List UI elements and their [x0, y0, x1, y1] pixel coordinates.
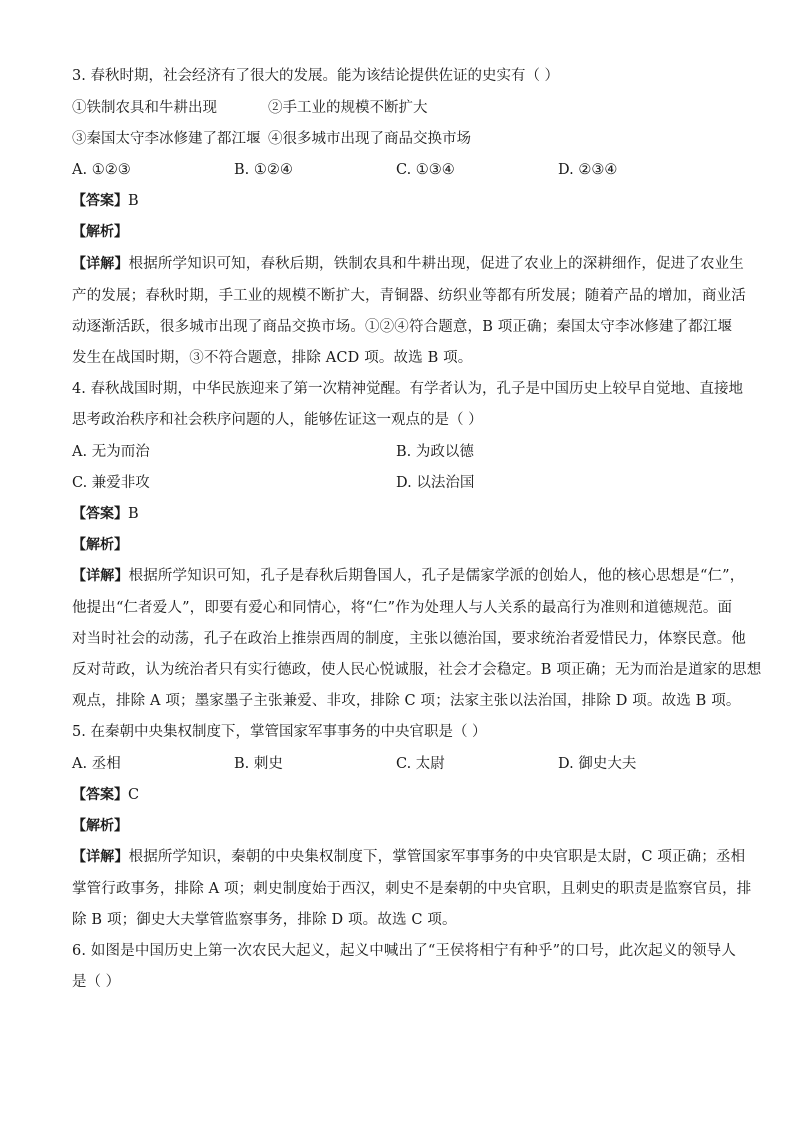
q4-detail-line-3: 对当时社会的动荡，孔子在政治上推崇西周的制度，主张以德治国，要求统治者爱惜民力，体察民意。他	[72, 631, 746, 647]
q5-detail-line-1: 【详解】根据所学知识，秦朝的中央集权制度下，掌管国家军事事务的中央官职是太尉，C 项正确；丞相	[72, 849, 746, 865]
q4-stem-line-1: 4. 春秋战国时期，中华民族迎来了第一次精神觉醒。有学者认为，孔子是中国历史上较早自觉地、直接地	[72, 381, 743, 397]
q3-option-a: A. ①②③	[72, 162, 131, 178]
q5-option-c: C. 太尉	[396, 756, 445, 772]
q4-answer: 【答案】B	[72, 506, 139, 522]
answer-value: B	[128, 193, 139, 209]
q6-stem-line-2: 是（ ）	[72, 974, 121, 990]
q3-detail-line-2: 产的发展；春秋时期，手工业的规模不断扩大，青铜器、纺织业等都有所发展；随着产品的增加，商业活	[72, 288, 746, 304]
q5-stem: 5. 在秦朝中央集权制度下，掌管国家军事事务的中央官职是（ ）	[72, 724, 487, 740]
q3-stem: 3. 春秋时期，社会经济有了很大的发展。能为该结论提供佐证的史实有（ ）	[72, 68, 560, 84]
q5-option-d: D. 御史大夫	[558, 756, 637, 772]
q5-detail-line-2: 掌管行政事务，排除 A 项；刺史制度始于西汉，刺史不是秦朝的中央官职，且刺史的职责是监察官员，排	[72, 881, 752, 897]
q3-answer	[72, 191, 732, 211]
q3-item-4: ④很多城市出现了商品交换市场	[268, 131, 471, 147]
q4-detail-line-2: 他提出“仁者爱人”，即要有爱心和同情心，将“仁”作为处理人与人关系的最高行为准则和道德规范。面	[72, 600, 733, 616]
q3-analysis-label: 【解析】	[72, 224, 128, 240]
q3-option-c: C. ①③④	[396, 162, 455, 178]
q3-detail-line-4: 发生在战国时期，③不符合题意，排除 ACD 项。故选 B 项。	[72, 350, 473, 366]
q4-detail-line-1: 【详解】根据所学知识可知，孔子是春秋后期鲁国人，孔子是儒家学派的创始人，他的核心思想是“仁”，	[72, 568, 745, 584]
q5-option-b: B. 刺史	[234, 756, 283, 772]
q4-stem-line-2: 思考政治秩序和社会秩序问题的人，能够佐证这一观点的是（ ）	[72, 412, 483, 428]
q3-detail-line-1: 【详解】根据所学知识可知，春秋后期，铁制农具和牛耕出现，促进了农业上的深耕细作，促进了农业生	[72, 256, 744, 272]
detail-label: 【详解】	[72, 256, 129, 272]
q3-item-1: ①铁制农具和牛耕出现	[72, 100, 217, 116]
q4-option-b: B. 为政以德	[396, 444, 474, 460]
q5-option-a: A. 丞相	[72, 756, 121, 772]
q3-item-3: ③秦国太守李冰修建了都江堰	[72, 131, 261, 147]
q4-option-c: C. 兼爱非攻	[72, 475, 150, 491]
q4-option-d: D. 以法治国	[396, 475, 475, 491]
q5-analysis-label: 【解析】	[72, 818, 128, 834]
q5-answer: 【答案】C	[72, 787, 140, 803]
q6-stem-line-1: 6. 如图是中国历史上第一次农民大起义，起义中喊出了“王侯将相宁有种乎”的口号，此次起义的领导人	[72, 943, 736, 959]
q5-detail-line-3: 除 B 项；御史大夫掌管监察事务，排除 D 项。故选 C 项。	[72, 912, 457, 928]
q3-detail-line-3: 动逐渐活跃，很多城市出现了商品交换市场。①②④符合题意，B 项正确；秦国太守李冰修建了都江堰	[72, 319, 733, 335]
q4-option-a: A. 无为而治	[72, 444, 150, 460]
q3-option-b: B. ①②④	[234, 162, 293, 178]
q4-detail-line-5: 观点，排除 A 项；墨家墨子主张兼爱、非攻，排除 C 项；法家主张以法治国，排除 D 项。故选 B 项。	[72, 693, 741, 709]
q3-item-2: ②手工业的规模不断扩大	[268, 100, 428, 116]
answer-label: 【答案】	[72, 193, 128, 209]
q3-option-d: D. ②③④	[558, 162, 618, 178]
q4-analysis-label: 【解析】	[72, 537, 128, 553]
q4-detail-line-4: 反对苛政，认为统治者只有实行德政，使人民心悦诚服，社会才会稳定。B 项正确；无为而治是道家的思想	[72, 662, 762, 678]
